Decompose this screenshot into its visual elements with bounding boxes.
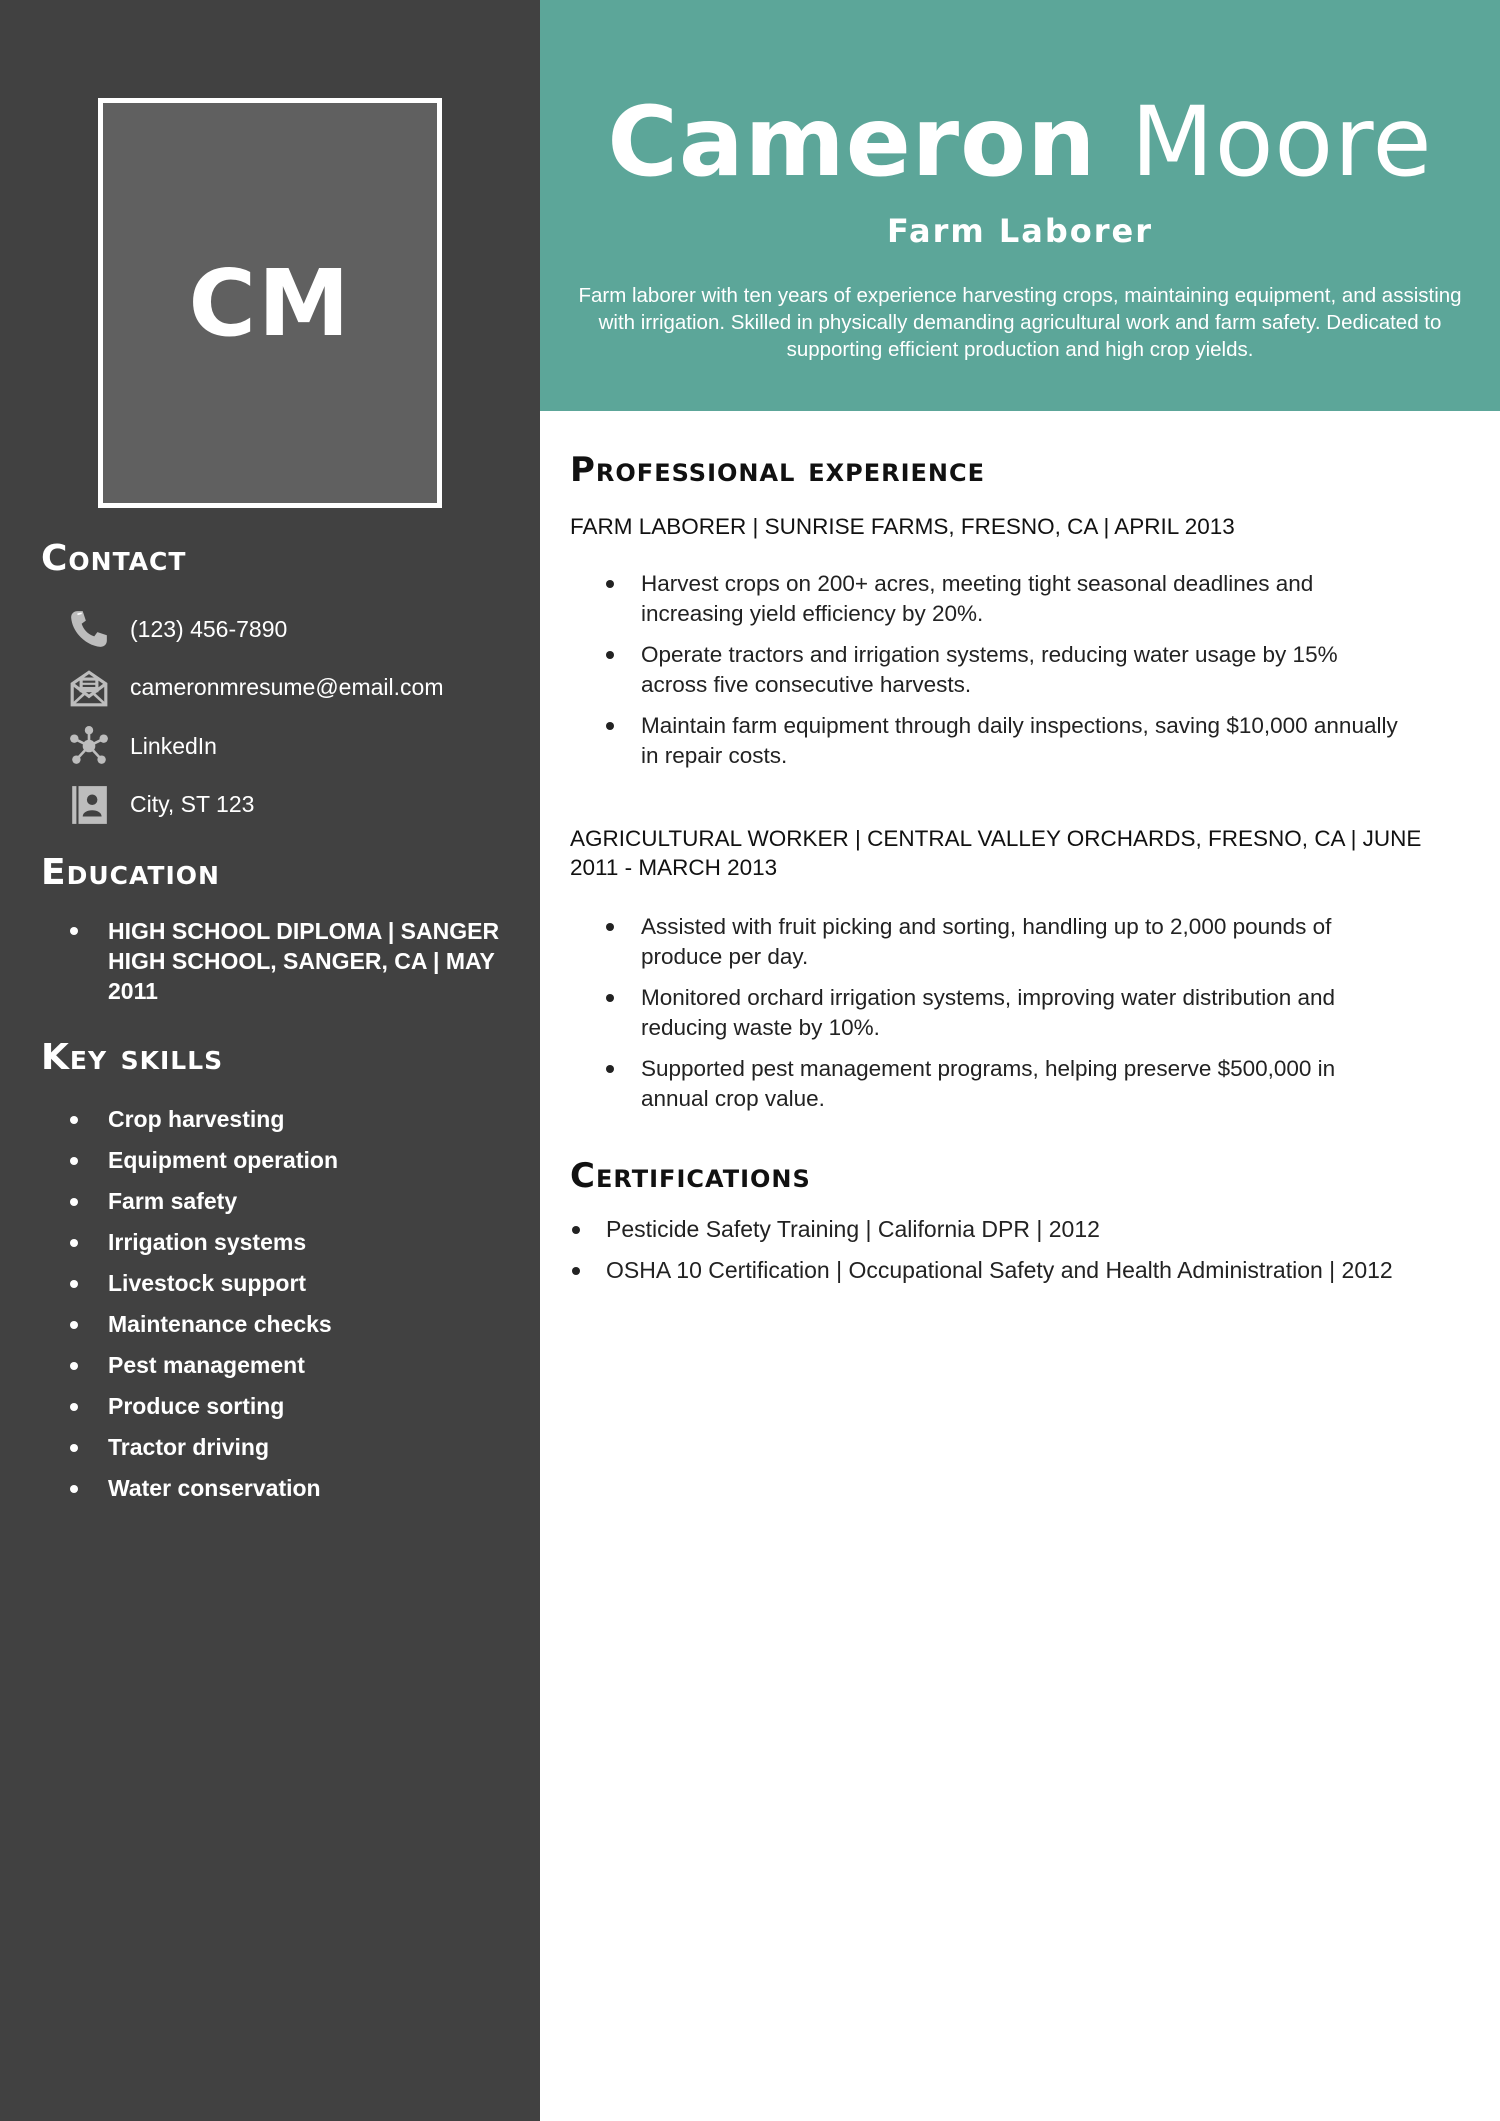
contact-phone: [66, 600, 444, 659]
contact-address: [66, 776, 444, 835]
network-icon: [66, 723, 112, 769]
job-bullet: Operate tractors and irrigation systems, reducing water usage by 15% across five consecutive harvests.: [600, 640, 1400, 699]
header-banner: [540, 0, 1500, 411]
education-item: HIGH SCHOOL DIPLOMA | SANGER HIGH SCHOOL, SANGER, CA | MAY 2011: [67, 916, 527, 1006]
skills-heading: Key skills: [41, 1037, 224, 1078]
skill-item: Maintenance checks: [67, 1304, 527, 1345]
monogram-initials: CM: [188, 249, 352, 357]
skills-list: [67, 1099, 527, 1509]
job-bullet: Supported pest management programs, helping preserve $500,000 in annual crop value.: [600, 1054, 1400, 1113]
last-name: Moore: [1130, 86, 1433, 198]
job-bullet: Maintain farm equipment through daily inspections, saving $10,000 annually in repair costs.: [600, 711, 1400, 770]
experience-heading: Professional experience: [570, 450, 985, 490]
skill-item: Farm safety: [67, 1181, 527, 1222]
phone-icon: [66, 606, 112, 652]
certification-item: OSHA 10 Certification | Occupational Safety and Health Administration | 2012: [566, 1255, 1466, 1285]
skill-item: Water conservation: [67, 1468, 527, 1509]
contact-heading: Contact: [41, 538, 187, 579]
job-bullet: Assisted with fruit picking and sorting, handling up to 2,000 pounds of produce per day.: [600, 912, 1400, 971]
address-book-icon: [66, 782, 112, 828]
certifications-heading: Certifications: [570, 1156, 811, 1196]
job-title: Farm Laborer: [887, 212, 1153, 250]
skill-item: Irrigation systems: [67, 1222, 527, 1263]
job-bullet: Harvest crops on 200+ acres, meeting tight seasonal deadlines and increasing yield efficiency by 20%.: [600, 569, 1400, 628]
skill-item: Pest management: [67, 1345, 527, 1386]
skill-item: Livestock support: [67, 1263, 527, 1304]
contact-email-text[interactable]: cameronmresume@email.com: [130, 674, 444, 701]
contact-phone-text[interactable]: (123) 456-7890: [130, 615, 288, 642]
skill-item: Tractor driving: [67, 1427, 527, 1468]
certifications-list: [566, 1214, 1466, 1296]
certification-item: Pesticide Safety Training | California DPR | 2012: [566, 1214, 1466, 1244]
job-bullets: [600, 569, 1400, 782]
education-list: [67, 916, 527, 1006]
monogram-box: [98, 98, 442, 508]
contact-email: [66, 659, 444, 718]
job-bullet: Monitored orchard irrigation systems, improving water distribution and reducing waste by 10%.: [600, 983, 1400, 1042]
mail-icon: [66, 665, 112, 711]
first-name: Cameron: [607, 86, 1097, 198]
summary-text: Farm laborer with ten years of experience harvesting crops, maintaining equipment, and assisting with irrigation. Skilled in physically demanding agricultural work and farm safety. Dedicated to supporting efficient production and high crop yields.: [578, 284, 1462, 361]
sidebar: [0, 0, 540, 2121]
skill-item: Equipment operation: [67, 1140, 527, 1181]
contact-address-text: City, ST 123: [130, 791, 255, 818]
skill-item: Produce sorting: [67, 1386, 527, 1427]
contact-linkedin: [66, 717, 444, 776]
skill-item: Crop harvesting: [67, 1099, 527, 1140]
education-heading: Education: [41, 852, 220, 893]
job-title-line: AGRICULTURAL WORKER | CENTRAL VALLEY ORCHARDS, FRESNO, CA | JUNE 2011 - MARCH 2013: [570, 826, 1422, 880]
contact-linkedin-text[interactable]: LinkedIn: [130, 732, 217, 759]
job-title-line: FARM LABORER | SUNRISE FARMS, FRESNO, CA | APRIL 2013: [570, 514, 1235, 539]
contact-list: [66, 600, 444, 834]
candidate-name: [540, 82, 1500, 202]
job-bullets: [600, 912, 1400, 1125]
